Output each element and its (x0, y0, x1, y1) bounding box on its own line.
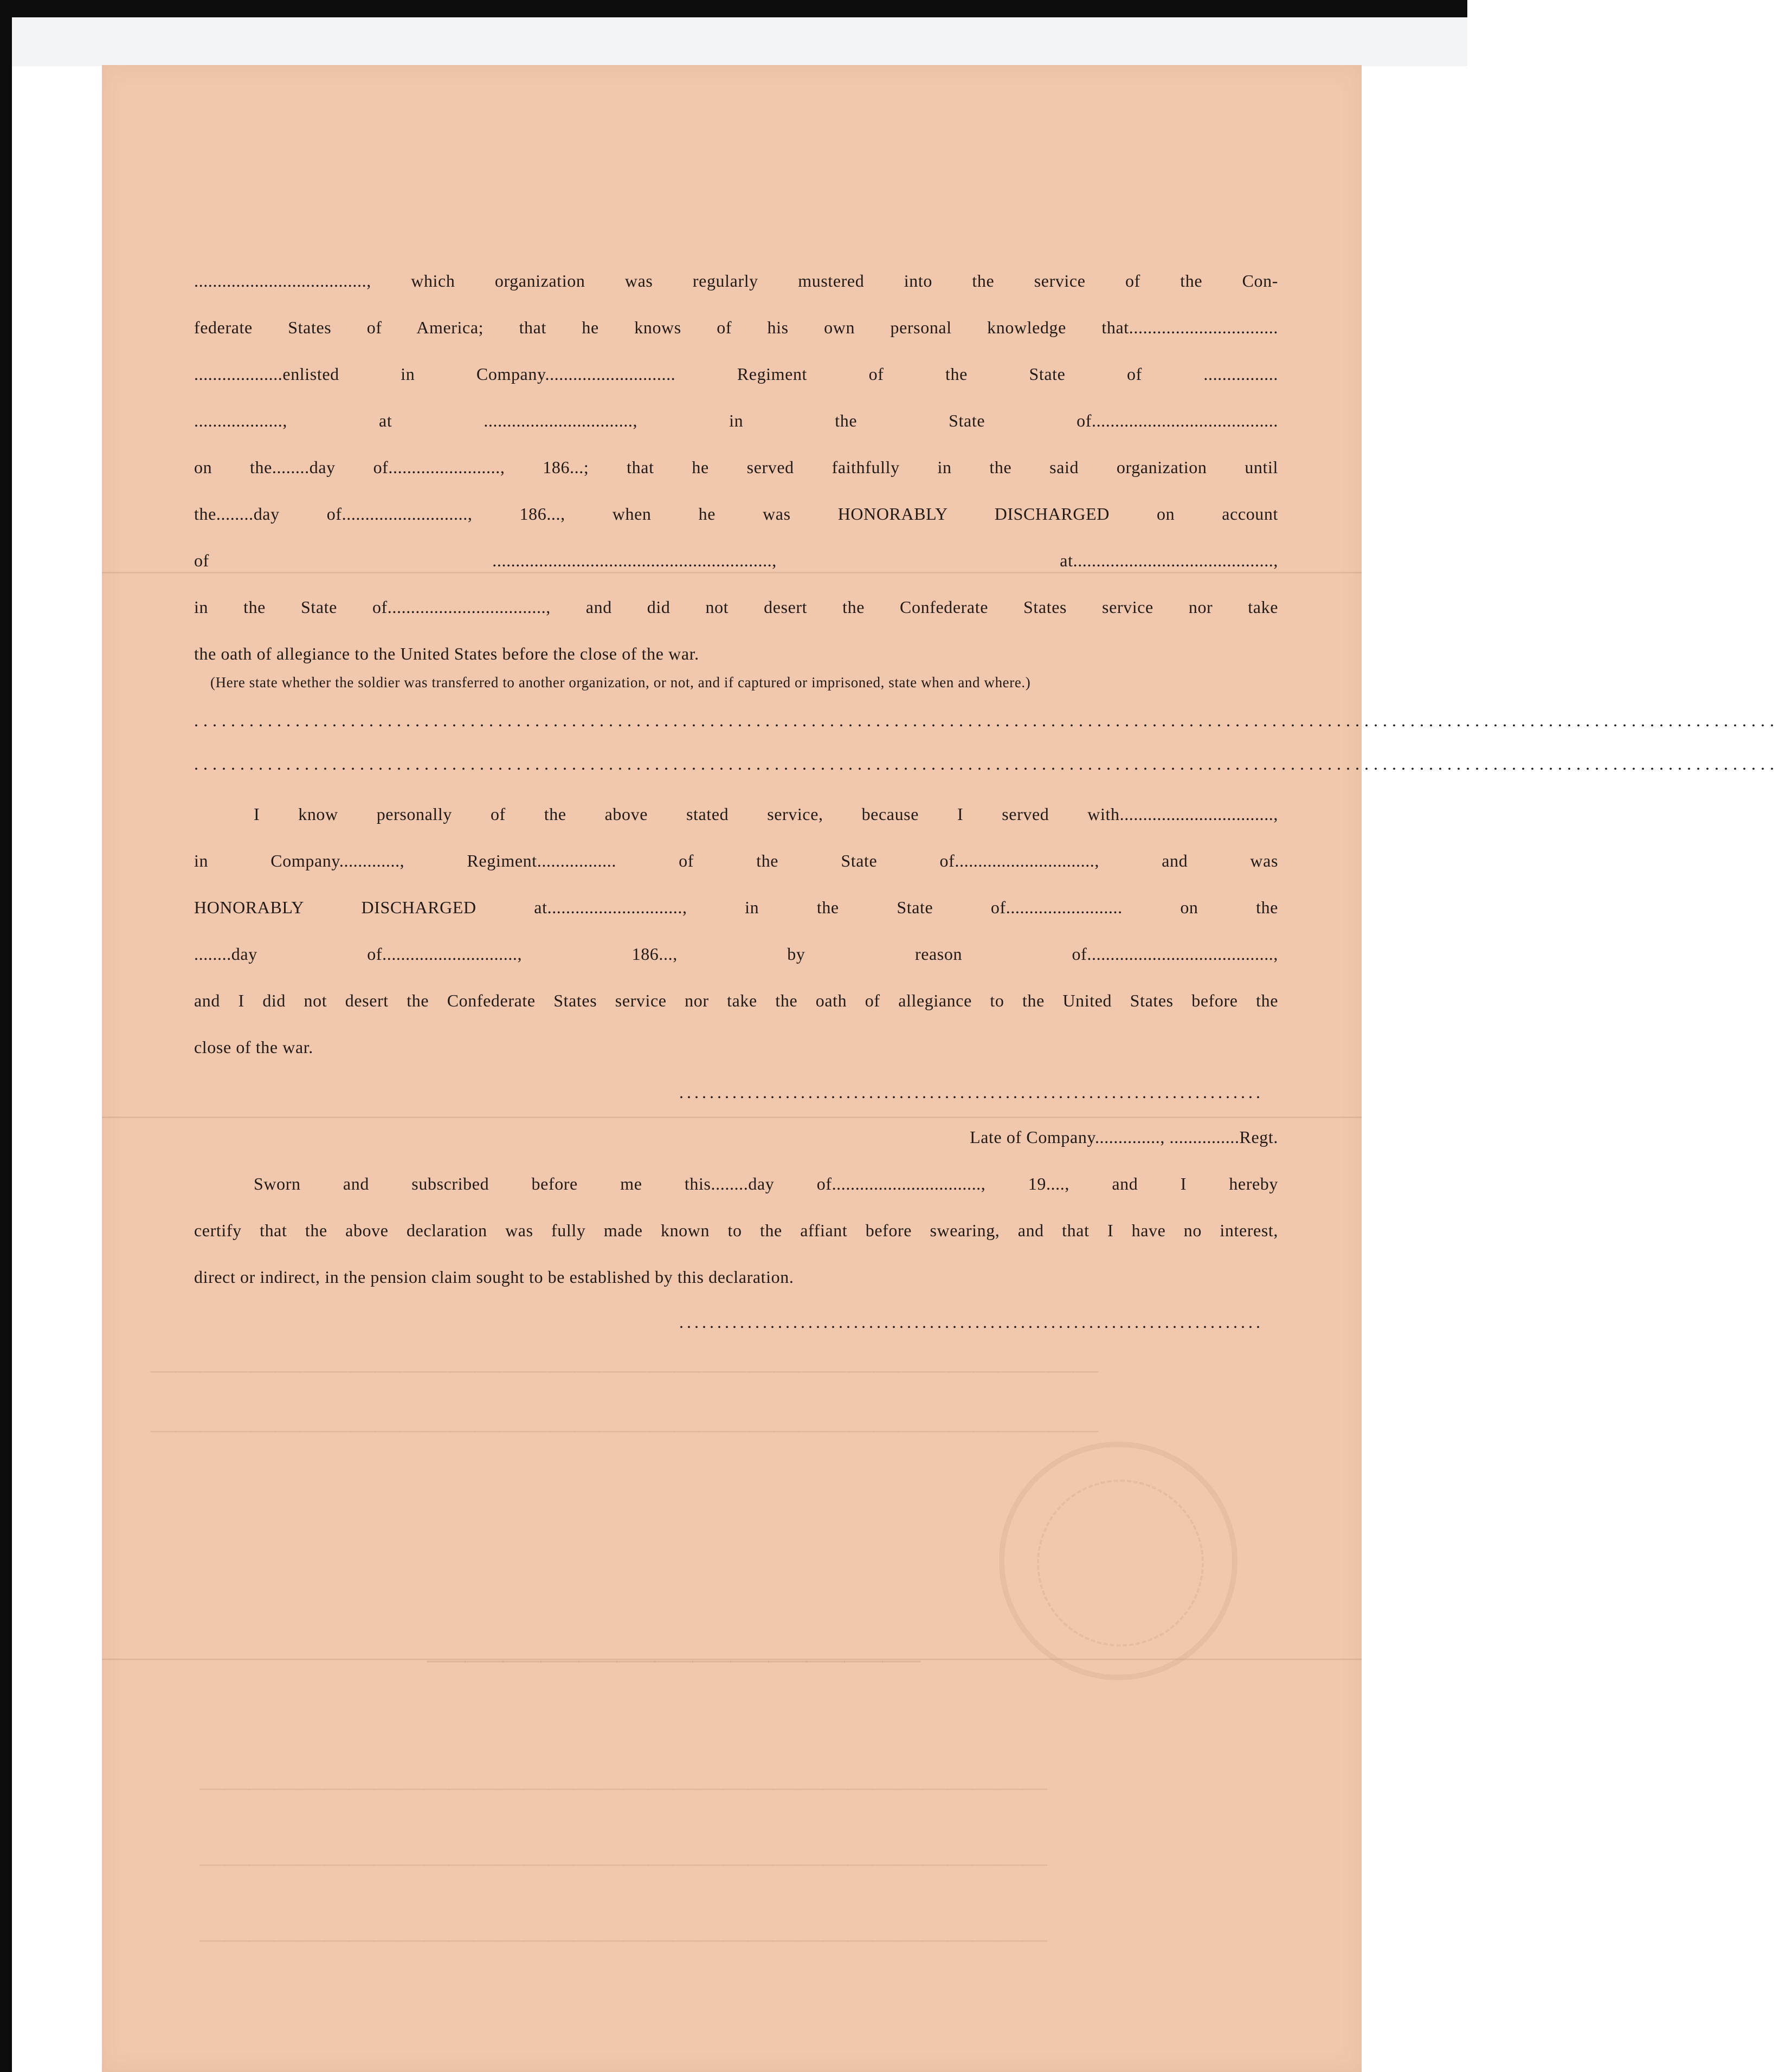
form-line: in the State of.................................., and did not desert the Confederate States service nor take (194, 597, 1278, 617)
form-line: on the........day of........................, 186...; that he served faithfully in the said organization until (194, 457, 1278, 477)
declaration-form (194, 257, 1779, 1344)
officer-signature-line: ............................................................................. (679, 1312, 1264, 1332)
witness-line: I know personally of the above stated service, because I served with................................., (254, 804, 1278, 824)
witness-line: ........day of............................., 186..., by reason of........................................, (194, 944, 1278, 964)
late-of-company-line: Late of Company.............., ...............Regt. (970, 1127, 1278, 1147)
document-page (102, 65, 1779, 2072)
blank-dotted-line: ............................................................................................................................................................................ (194, 711, 1779, 730)
blank-dotted-line: ............................................................................................................................................................................ (194, 754, 1779, 773)
seal-bleed-through (999, 1442, 1237, 1680)
witness-line: HONORABLY DISCHARGED at............................., in the State of......................... on the (194, 898, 1278, 917)
scan-border-top (0, 0, 1467, 17)
witness-line: and I did not desert the Confederate States service nor take the oath of allegiance to the United States before the (194, 991, 1278, 1010)
form-line: ..................., at ................................, in the State of........................................ (194, 411, 1278, 430)
form-line: the........day of..........................., 186..., when he was HONORABLY DISCHARGED on account (194, 504, 1278, 524)
form-line: ...................enlisted in Company............................ Regiment of the State of ................ (194, 364, 1278, 384)
form-line: federate States of America; that he knows of his own personal knowledge that................................ (194, 318, 1278, 337)
sworn-line: Sworn and subscribed before me this........day of................................, 19...., and I hereby (254, 1174, 1278, 1193)
witness-line: in Company............., Regiment................. of the State of.............................., and was (194, 851, 1278, 870)
bleed-through-text: —————————————————————————————————————— (151, 1355, 1098, 1383)
witness-line: close of the war. (194, 1037, 313, 1057)
scan-border-left (0, 0, 12, 2072)
bleed-through-text: —————————————————————————————————— (199, 1925, 1047, 1952)
bleed-through-text: —————————————————————————————————————— (151, 1415, 1098, 1443)
instruction-note: (Here state whether the soldier was transferred to another organization, or not, and if captured or imprisoned, state when and where.) (210, 674, 1031, 690)
form-line: ....................................., which organization was regularly mustered into the service of the Con- (194, 271, 1278, 291)
sworn-line: certify that the above declaration was fully made known to the affiant before swearing, and that I have no interest, (194, 1221, 1278, 1240)
bleed-through-text: —————————————————————————————————— (199, 1849, 1047, 1876)
bleed-through-text: ————————————— (427, 1637, 920, 1679)
form-line: the oath of allegiance to the United States before the close of the war. (194, 644, 699, 663)
sworn-line: direct or indirect, in the pension claim sought to be established by this declaration. (194, 1267, 794, 1287)
scan-background (12, 17, 1467, 66)
bleed-through-text: —————————————————————————————————— (199, 1773, 1047, 1800)
signature-line: ............................................................................. (679, 1082, 1264, 1102)
form-line: of ............................................................, at..........................................., (194, 551, 1278, 570)
